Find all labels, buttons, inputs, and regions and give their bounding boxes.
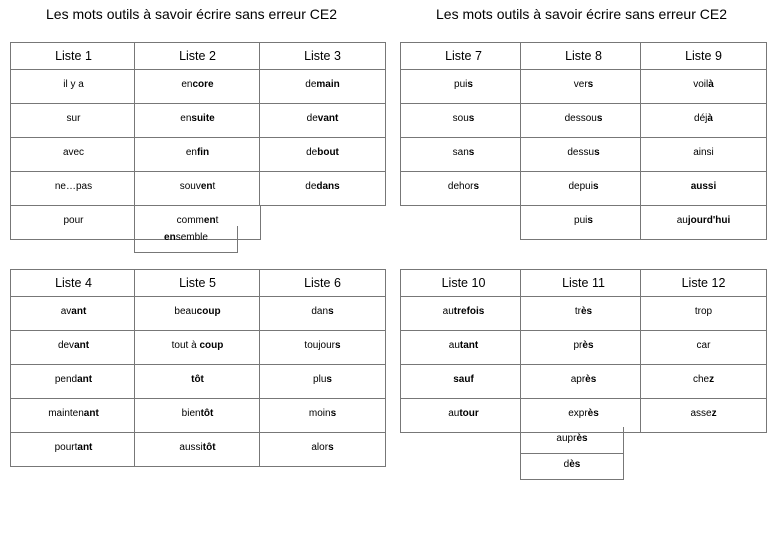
word-cell: plus: [260, 365, 385, 399]
word-cell: dehors: [447, 181, 480, 192]
word-cell: depuis: [521, 172, 646, 206]
list-title: Liste 9: [641, 43, 766, 70]
word-cell: ainsi: [641, 138, 766, 172]
word-list-2: [134, 42, 261, 240]
word-cell: beaucoup: [135, 297, 260, 331]
list-11-extra-cell-1: auprès: [520, 427, 624, 454]
word-list-7: [10, 269, 137, 467]
word-cell: ensuite: [135, 104, 260, 138]
word-list-10: [400, 269, 527, 433]
word-cell: demain: [260, 70, 385, 104]
word-list-8: [134, 269, 261, 467]
list-title: Liste 3: [260, 43, 385, 70]
word-cell: devant: [260, 104, 385, 138]
word-list-3: [259, 42, 386, 206]
word-cell: voilà: [641, 70, 766, 104]
word-cell: déjà: [641, 104, 766, 138]
word-cell: tout à coup: [135, 331, 260, 365]
word-list-4: [400, 42, 527, 206]
list-title: Liste 6: [260, 270, 385, 297]
word-cell: trop: [641, 297, 766, 331]
word-cell: car: [641, 331, 766, 365]
word-cell: moins: [260, 399, 385, 433]
word-cell: ne…pas: [11, 172, 136, 206]
word-cell: sous: [401, 104, 526, 138]
word-cell: maintenant: [11, 399, 136, 433]
list-title: Liste 8: [521, 43, 646, 70]
word-cell: exprès: [568, 408, 599, 419]
word-cell: dedans: [305, 181, 340, 192]
word-cell: avec: [11, 138, 136, 172]
word-cell: autour: [448, 408, 479, 419]
word-cell: après: [521, 365, 646, 399]
word-cell: bientôt: [135, 399, 260, 433]
word-cell: dans: [260, 297, 385, 331]
word-cell: vers: [521, 70, 646, 104]
list-2-extra-cell: ensemble: [134, 226, 238, 253]
word-cell: pourtant: [54, 442, 93, 453]
word-cell: sur: [11, 104, 136, 138]
word-cell: autrefois: [401, 297, 526, 331]
word-cell: dessus: [521, 138, 646, 172]
word-cell: enfin: [135, 138, 260, 172]
word-cell: il y a: [11, 70, 136, 104]
word-cell: alors: [311, 442, 334, 453]
word-cell: puis: [574, 215, 593, 226]
word-cell: chez: [641, 365, 766, 399]
word-cell: assez: [690, 408, 717, 419]
word-cell: très: [521, 297, 646, 331]
word-list-12: [640, 269, 767, 433]
word-list-6: [640, 42, 767, 240]
word-cell: comment: [176, 215, 219, 226]
word-list-11: [520, 269, 647, 433]
page-title-right: Les mots outils à savoir écrire sans erreur CE2: [436, 6, 727, 22]
word-cell: autant: [401, 331, 526, 365]
list-title: Liste 12: [641, 270, 766, 297]
word-cell: toujours: [260, 331, 385, 365]
list-title: Liste 7: [401, 43, 526, 70]
list-title: Liste 1: [11, 43, 136, 70]
word-cell: avant: [11, 297, 136, 331]
word-list-9: [259, 269, 386, 467]
list-11-extra-cell-2: dès: [520, 453, 624, 480]
word-cell: pour: [63, 215, 84, 226]
word-list-1: [10, 42, 137, 240]
word-cell: puis: [401, 70, 526, 104]
word-cell: encore: [135, 70, 260, 104]
list-title: Liste 10: [401, 270, 526, 297]
word-cell: sauf: [401, 365, 526, 399]
list-title: Liste 5: [135, 270, 260, 297]
list-title: Liste 2: [135, 43, 260, 70]
word-cell: aussi: [641, 172, 766, 206]
word-cell: aujourd'hui: [676, 215, 731, 226]
word-cell: devant: [11, 331, 136, 365]
word-cell: aussitôt: [179, 442, 216, 453]
page-title-left: Les mots outils à savoir écrire sans erreur CE2: [46, 6, 337, 22]
word-cell: sans: [401, 138, 526, 172]
word-cell: pendant: [11, 365, 136, 399]
word-cell: debout: [260, 138, 385, 172]
word-cell: souvent: [135, 172, 260, 206]
word-cell: dessous: [521, 104, 646, 138]
word-cell: tôt: [135, 365, 260, 399]
list-title: Liste 4: [11, 270, 136, 297]
list-title: Liste 11: [521, 270, 646, 297]
word-list-5: [520, 42, 647, 240]
word-cell: près: [521, 331, 646, 365]
